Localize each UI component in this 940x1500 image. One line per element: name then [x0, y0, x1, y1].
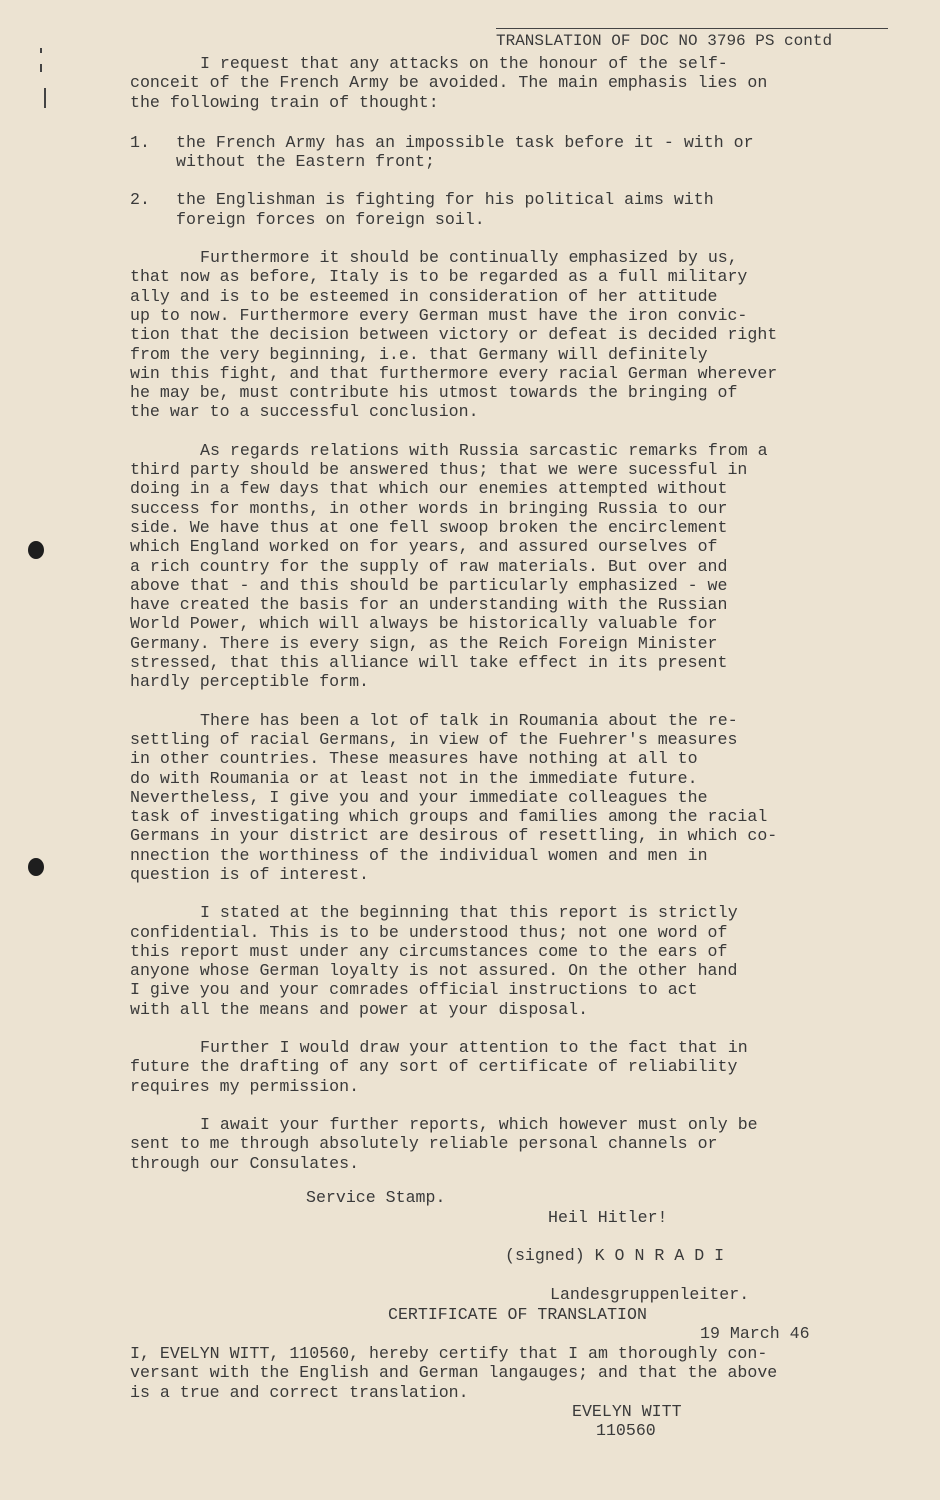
translator-number: 110560: [596, 1421, 656, 1440]
paragraph-resettling: There has been a lot of talk in Roumania about the re- settling of racial Germans, in view of the Fuehrer's measures in other countries. These measures have nothing at all to do with Roumania or at least not in the immediate future. Nevertheless, I give you and your immediate colleagues the task of investigating which groups and families among the racial Germans in your district are desirous of resettling, in which co- nnection the worthiness of the individual women and men in question is of interest.: [130, 710, 778, 884]
punch-hole: [28, 858, 44, 876]
numbered-point: [130, 133, 890, 172]
signer-title: Landesgruppenleiter.: [550, 1285, 750, 1304]
document-header: TRANSLATION OF DOC NO 3796 PS contd: [496, 32, 833, 50]
translator-name: EVELYN WITT: [572, 1402, 682, 1421]
paragraph-confidential: I stated at the beginning that this report is strictly confidential. This is to be understood thus; not one word of this report must under any circumstances come to the ears of anyone whose German loyalty is not assured. On the other hand I give you and your comrades official instructions to act with all the means and power at your disposal.: [130, 903, 738, 1019]
paragraph-certificate-permission: Further I would draw your attention to the fact that in future the drafting of any sort of certificate of reliability requires my permission.: [130, 1038, 748, 1096]
signature: (signed) K O N R A D I: [505, 1246, 725, 1265]
service-stamp: Service Stamp.: [306, 1188, 446, 1207]
paragraph-italy: Furthermore it should be continually emphasized by us, that now as before, Italy is to be regarded as a full military ally and is to be esteemed in consideration of her attitude up to now. Furthermore every German must have the iron convic- tion that the decision between victory or defeat is decided right from the very beginning, i.e. that Germany will definitely win this fight, and that furthermore every racial German wherever he may be, must contribute his utmost towards the bringing of the war to a successful conclusion.: [130, 248, 778, 422]
paragraph-reports: I await your further reports, which however must only be sent to me through absolutely reliable personal channels or through our Consulates.: [130, 1114, 758, 1173]
margin-mark: [40, 64, 42, 72]
letter-body: [130, 54, 890, 1192]
numbered-point: [130, 190, 890, 229]
salutation: Heil Hitler!: [548, 1208, 668, 1227]
certificate-date: 19 March 46: [700, 1324, 810, 1343]
point-number: 1.: [130, 132, 150, 152]
certificate-heading: CERTIFICATE OF TRANSLATION: [388, 1305, 647, 1324]
header-rule: [496, 28, 888, 29]
certificate-text: I, EVELYN WITT, 110560, hereby certify that I am thoroughly con- versant with the English and German langauges; and that the above is a true and correct translation.: [130, 1344, 778, 1402]
margin-mark: [44, 88, 46, 108]
opening-paragraph: I request that any attacks on the honour of the self- conceit of the French Army be avoided. The main emphasis lies on the following train of thought:: [130, 54, 768, 112]
punch-hole: [28, 541, 44, 559]
point-number: 2.: [130, 190, 150, 210]
margin-mark: [40, 48, 42, 53]
paragraph-russia: As regards relations with Russia sarcastic remarks from a third party should be answered thus; that we were sucessful in doing in a few days that which our enemies attempted without success for months, in other words in bringing Russia to our side. We have thus at one fell swoop broken the encirclement which England worked on for years, and assured ourselves of a rich country for the supply of raw materials. But over and above that - and this should be particularly emphasized - we have created the basis for an understanding with the Russian World Power, which will always be historically valuable for Germany. There is every sign, as the Reich Foreign Minister stressed, that this alliance will take effect in its present hardly perceptible form.: [130, 440, 768, 692]
point-text: the French Army has an impossible task before it - with or without the Eastern front;: [176, 132, 754, 172]
point-text: the Englishman is fighting for his political aims with foreign forces on foreign soil.: [176, 190, 714, 229]
